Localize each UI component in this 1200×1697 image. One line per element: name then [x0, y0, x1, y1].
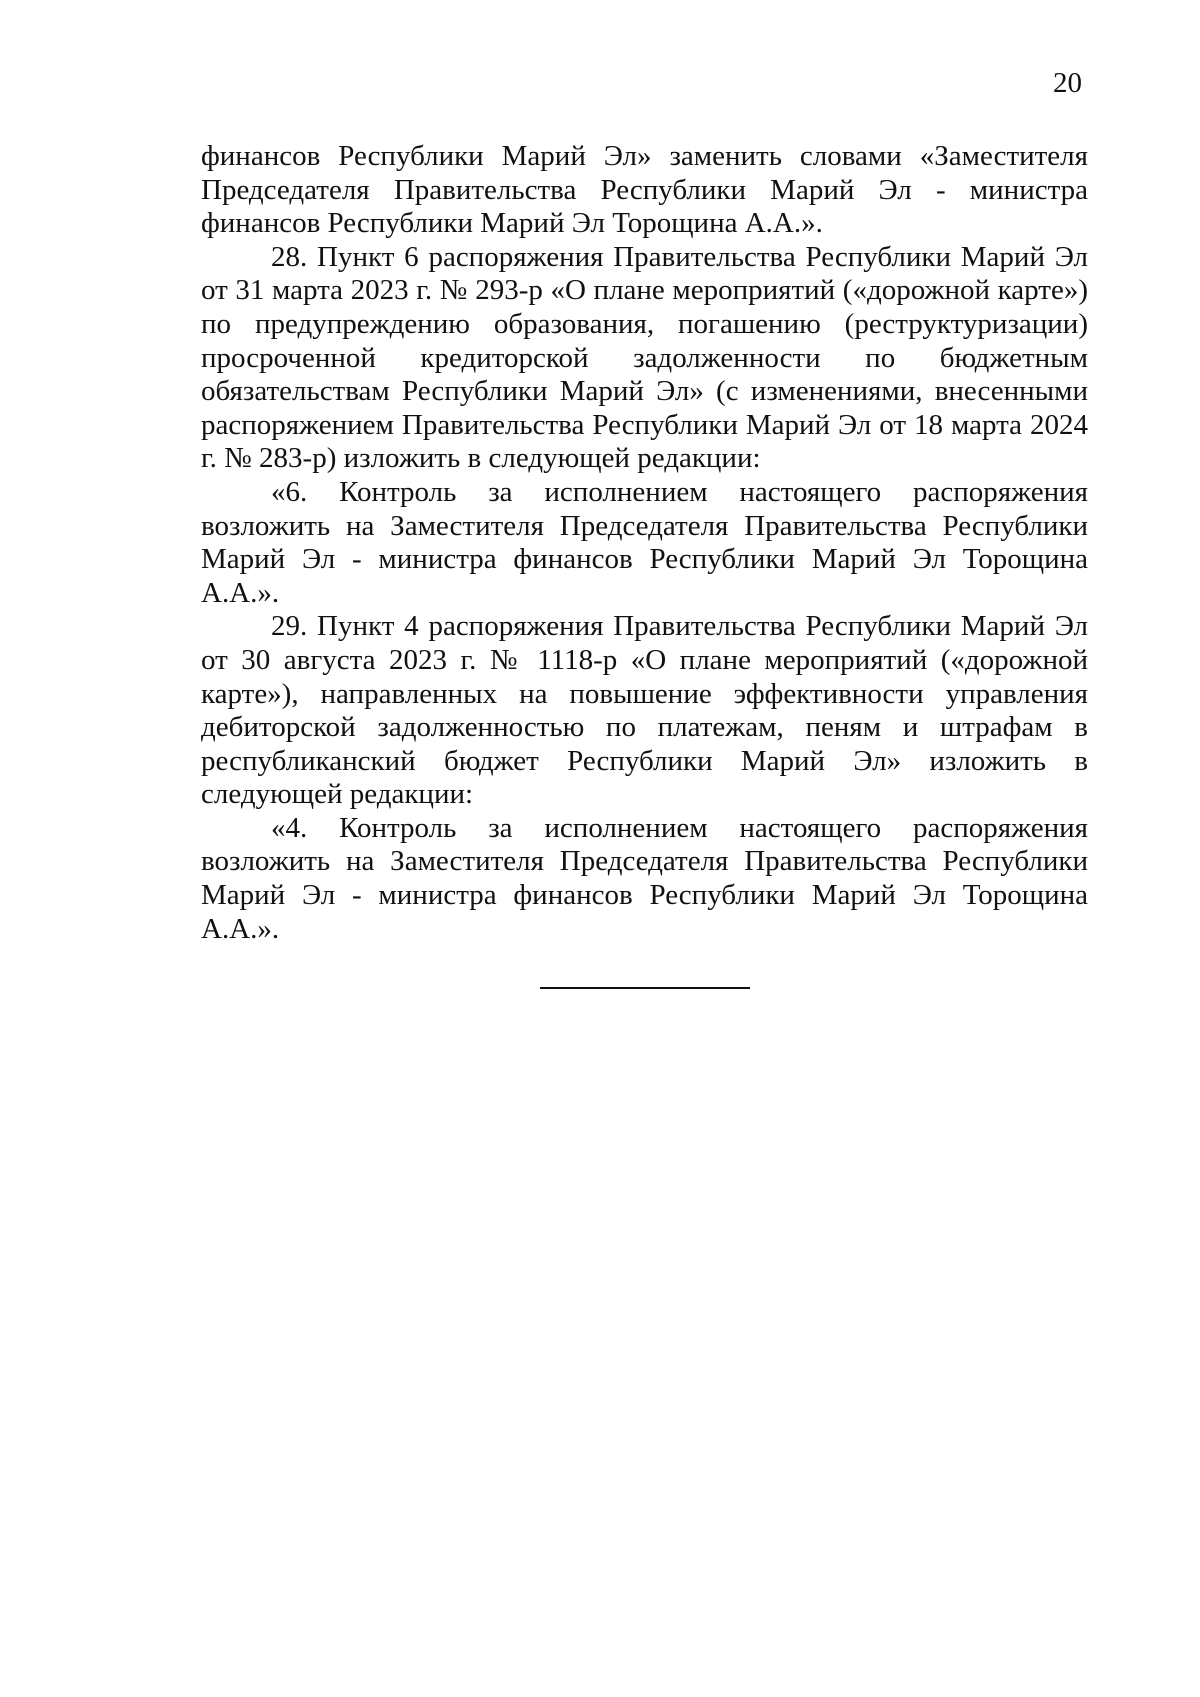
- end-of-document-rule: [540, 987, 750, 989]
- page-number: 20: [1053, 67, 1082, 99]
- paragraph-quote-6: «6. Контроль за исполнением настоящего распоряжения возложить на Заместителя Председателя Правительства Республики Марий Эл - министра финансов Республики Марий Эл Торощина А.А.».: [201, 475, 1088, 609]
- paragraph-item-29: 29. Пункт 4 распоряжения Правительства Республики Марий Эл от 30 августа 2023 г. № 1118-р «О плане мероприятий («дорожной карте»), направленных на повышение эффективности управления дебиторской задолженностью по платежам, пеням и штрафам в республиканский бюджет Республики Марий Эл» изложить в следующей редакции:: [201, 610, 1088, 811]
- paragraph-quote-4: «4. Контроль за исполнением настоящего распоряжения возложить на Заместителя Председателя Правительства Республики Марий Эл - министра финансов Республики Марий Эл Торощина А.А.».: [201, 811, 1088, 945]
- paragraph-item-28: 28. Пункт 6 распоряжения Правительства Республики Марий Эл от 31 марта 2023 г. № 293-р «О плане мероприятий («дорожной карте») по предупреждению образования, погашению (реструктуризации) просроченной кредиторской задолженности по бюджетным обязательствам Республики Марий Эл» (с изменениями, внесенными распоряжением Правительства Республики Марий Эл от 18 марта 2024 г. № 283-р) изложить в следующей редакции:: [201, 240, 1088, 475]
- paragraph-continuation: финансов Республики Марий Эл» заменить словами «Заместителя Председателя Правительства Республики Марий Эл - министра финансов Республики Марий Эл Торощина А.А.».: [201, 140, 1088, 240]
- document-body: [201, 140, 1088, 946]
